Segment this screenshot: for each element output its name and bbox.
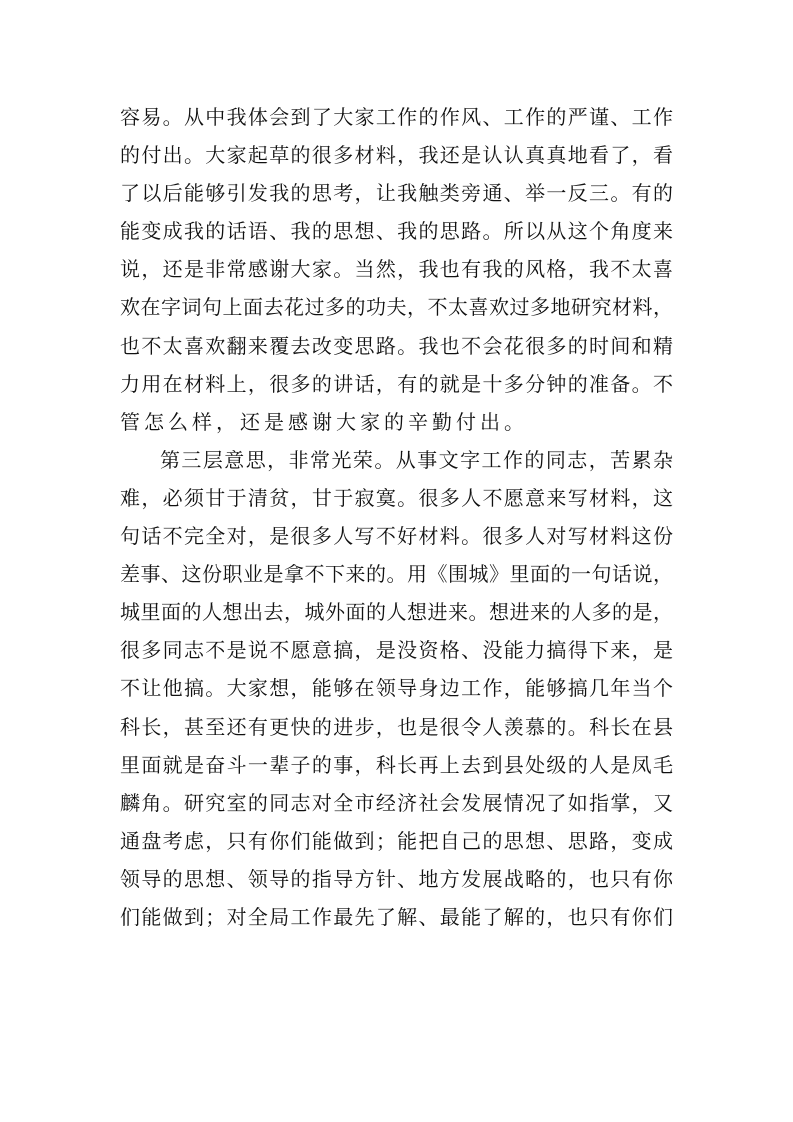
text-line: 里面就是奋斗一辈子的事，科长再上去到县处级的人是凤毛	[120, 752, 673, 777]
text-line: 第三层意思，非常光荣。从事文字工作的同志，苦累杂	[160, 447, 673, 472]
text-line: 难，必须甘于清贫，甘于寂寞。很多人不愿意来写材料，这	[120, 485, 673, 510]
text-line: 麟角。研究室的同志对全市经济社会发展情况了如指掌，又	[120, 790, 673, 815]
text-line: 欢在字词句上面去花过多的功夫，不太喜欢过多地研究材料，	[120, 295, 673, 320]
text-line: 句话不完全对，是很多人写不好材料。很多人对写材料这份	[120, 524, 673, 549]
text-line: 城里面的人想出去，城外面的人想进来。想进来的人多的是，	[120, 600, 673, 625]
text-line: 很多同志不是说不愿意搞，是没资格、没能力搞得下来，是	[120, 638, 673, 663]
paragraph-1	[120, 98, 673, 441]
text-line: 力用在材料上，很多的讲话，有的就是十多分钟的准备。不	[120, 371, 673, 396]
text-line: 领导的思想、领导的指导方针、地方发展战略的，也只有你	[120, 866, 673, 891]
text-line: 的付出。大家起草的很多材料，我还是认认真真地看了，看	[120, 143, 673, 168]
text-line: 管怎么样，还是感谢大家的辛勤付出。	[120, 409, 528, 434]
text-line: 们能做到；对全局工作最先了解、最能了解的，也只有你们	[120, 904, 673, 929]
text-line: 不让他搞。大家想，能够在领导身边工作，能够搞几年当个	[120, 676, 673, 701]
paragraph-2	[120, 441, 673, 936]
text-line: 科长，甚至还有更快的进步，也是很令人羡慕的。科长在县	[120, 714, 673, 739]
text-line: 了以后能够引发我的思考，让我触类旁通、举一反三。有的	[120, 181, 673, 206]
text-line: 容易。从中我体会到了大家工作的作风、工作的严谨、工作	[120, 105, 673, 129]
document-page	[120, 98, 673, 936]
text-line: 通盘考虑，只有你们能做到；能把自己的思想、思路，变成	[120, 828, 673, 853]
text-line: 也不太喜欢翻来覆去改变思路。我也不会花很多的时间和精	[120, 333, 673, 358]
text-line: 差事、这份职业是拿不下来的。用《围城》里面的一句话说，	[120, 562, 673, 587]
text-line: 说，还是非常感谢大家。当然，我也有我的风格，我不太喜	[120, 257, 673, 282]
text-line: 能变成我的话语、我的思想、我的思路。所以从这个角度来	[120, 219, 673, 244]
